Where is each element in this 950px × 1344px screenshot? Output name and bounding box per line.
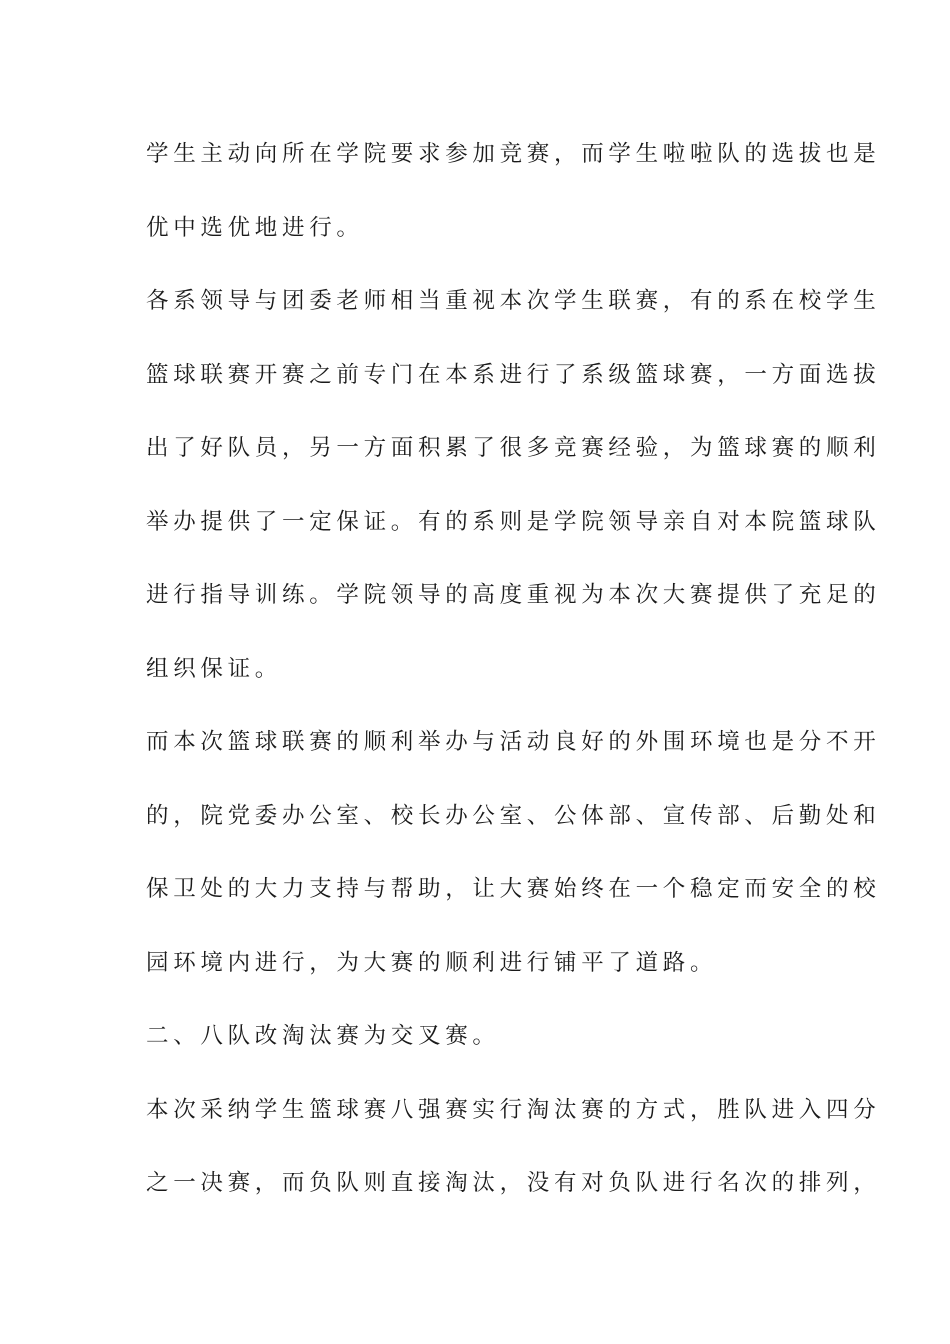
text-line: 学生主动向所在学院要求参加竞赛，而学生啦啦队的选拔也是 [146,141,881,167]
text-line: 保卫处的大力支持与帮助，让大赛始终在一个稳定而安全的校 [146,876,881,902]
text-line: 进行指导训练。学院领导的高度重视为本次大赛提供了充足的 [146,582,881,608]
section-heading: 二、八队改淘汰赛为交叉赛。 [146,1023,500,1049]
text-line: 园环境内进行，为大赛的顺利进行铺平了道路。 [146,949,718,976]
text-line: 的，院党委办公室、校长办公室、公体部、宣传部、后勤处和 [146,802,881,829]
text-line: 各系领导与团委老师相当重视本次学生联赛，有的系在校学生 [146,288,881,314]
text-line: 举办提供了一定保证。有的系则是学院领导亲自对本院篮球队 [146,508,881,535]
text-line: 篮球联赛开赛之前专门在本系进行了系级篮球赛，一方面选拔 [146,361,881,388]
text-line: 之一决赛，而负队则直接淘汰，没有对负队进行名次的排列， [146,1170,881,1196]
text-line: 优中选优地进行。 [146,214,364,241]
document-body [146,124,881,1227]
text-line: 组织保证。 [146,655,283,682]
text-line: 出了好队员，另一方面积累了很多竞赛经验，为篮球赛的顺利 [146,435,881,461]
text-line: 本次采纳学生篮球赛八强赛实行淘汰赛的方式，胜队进入四分 [146,1096,881,1123]
text-line: 而本次篮球联赛的顺利举办与活动良好的外围环境也是分不开 [146,729,881,755]
